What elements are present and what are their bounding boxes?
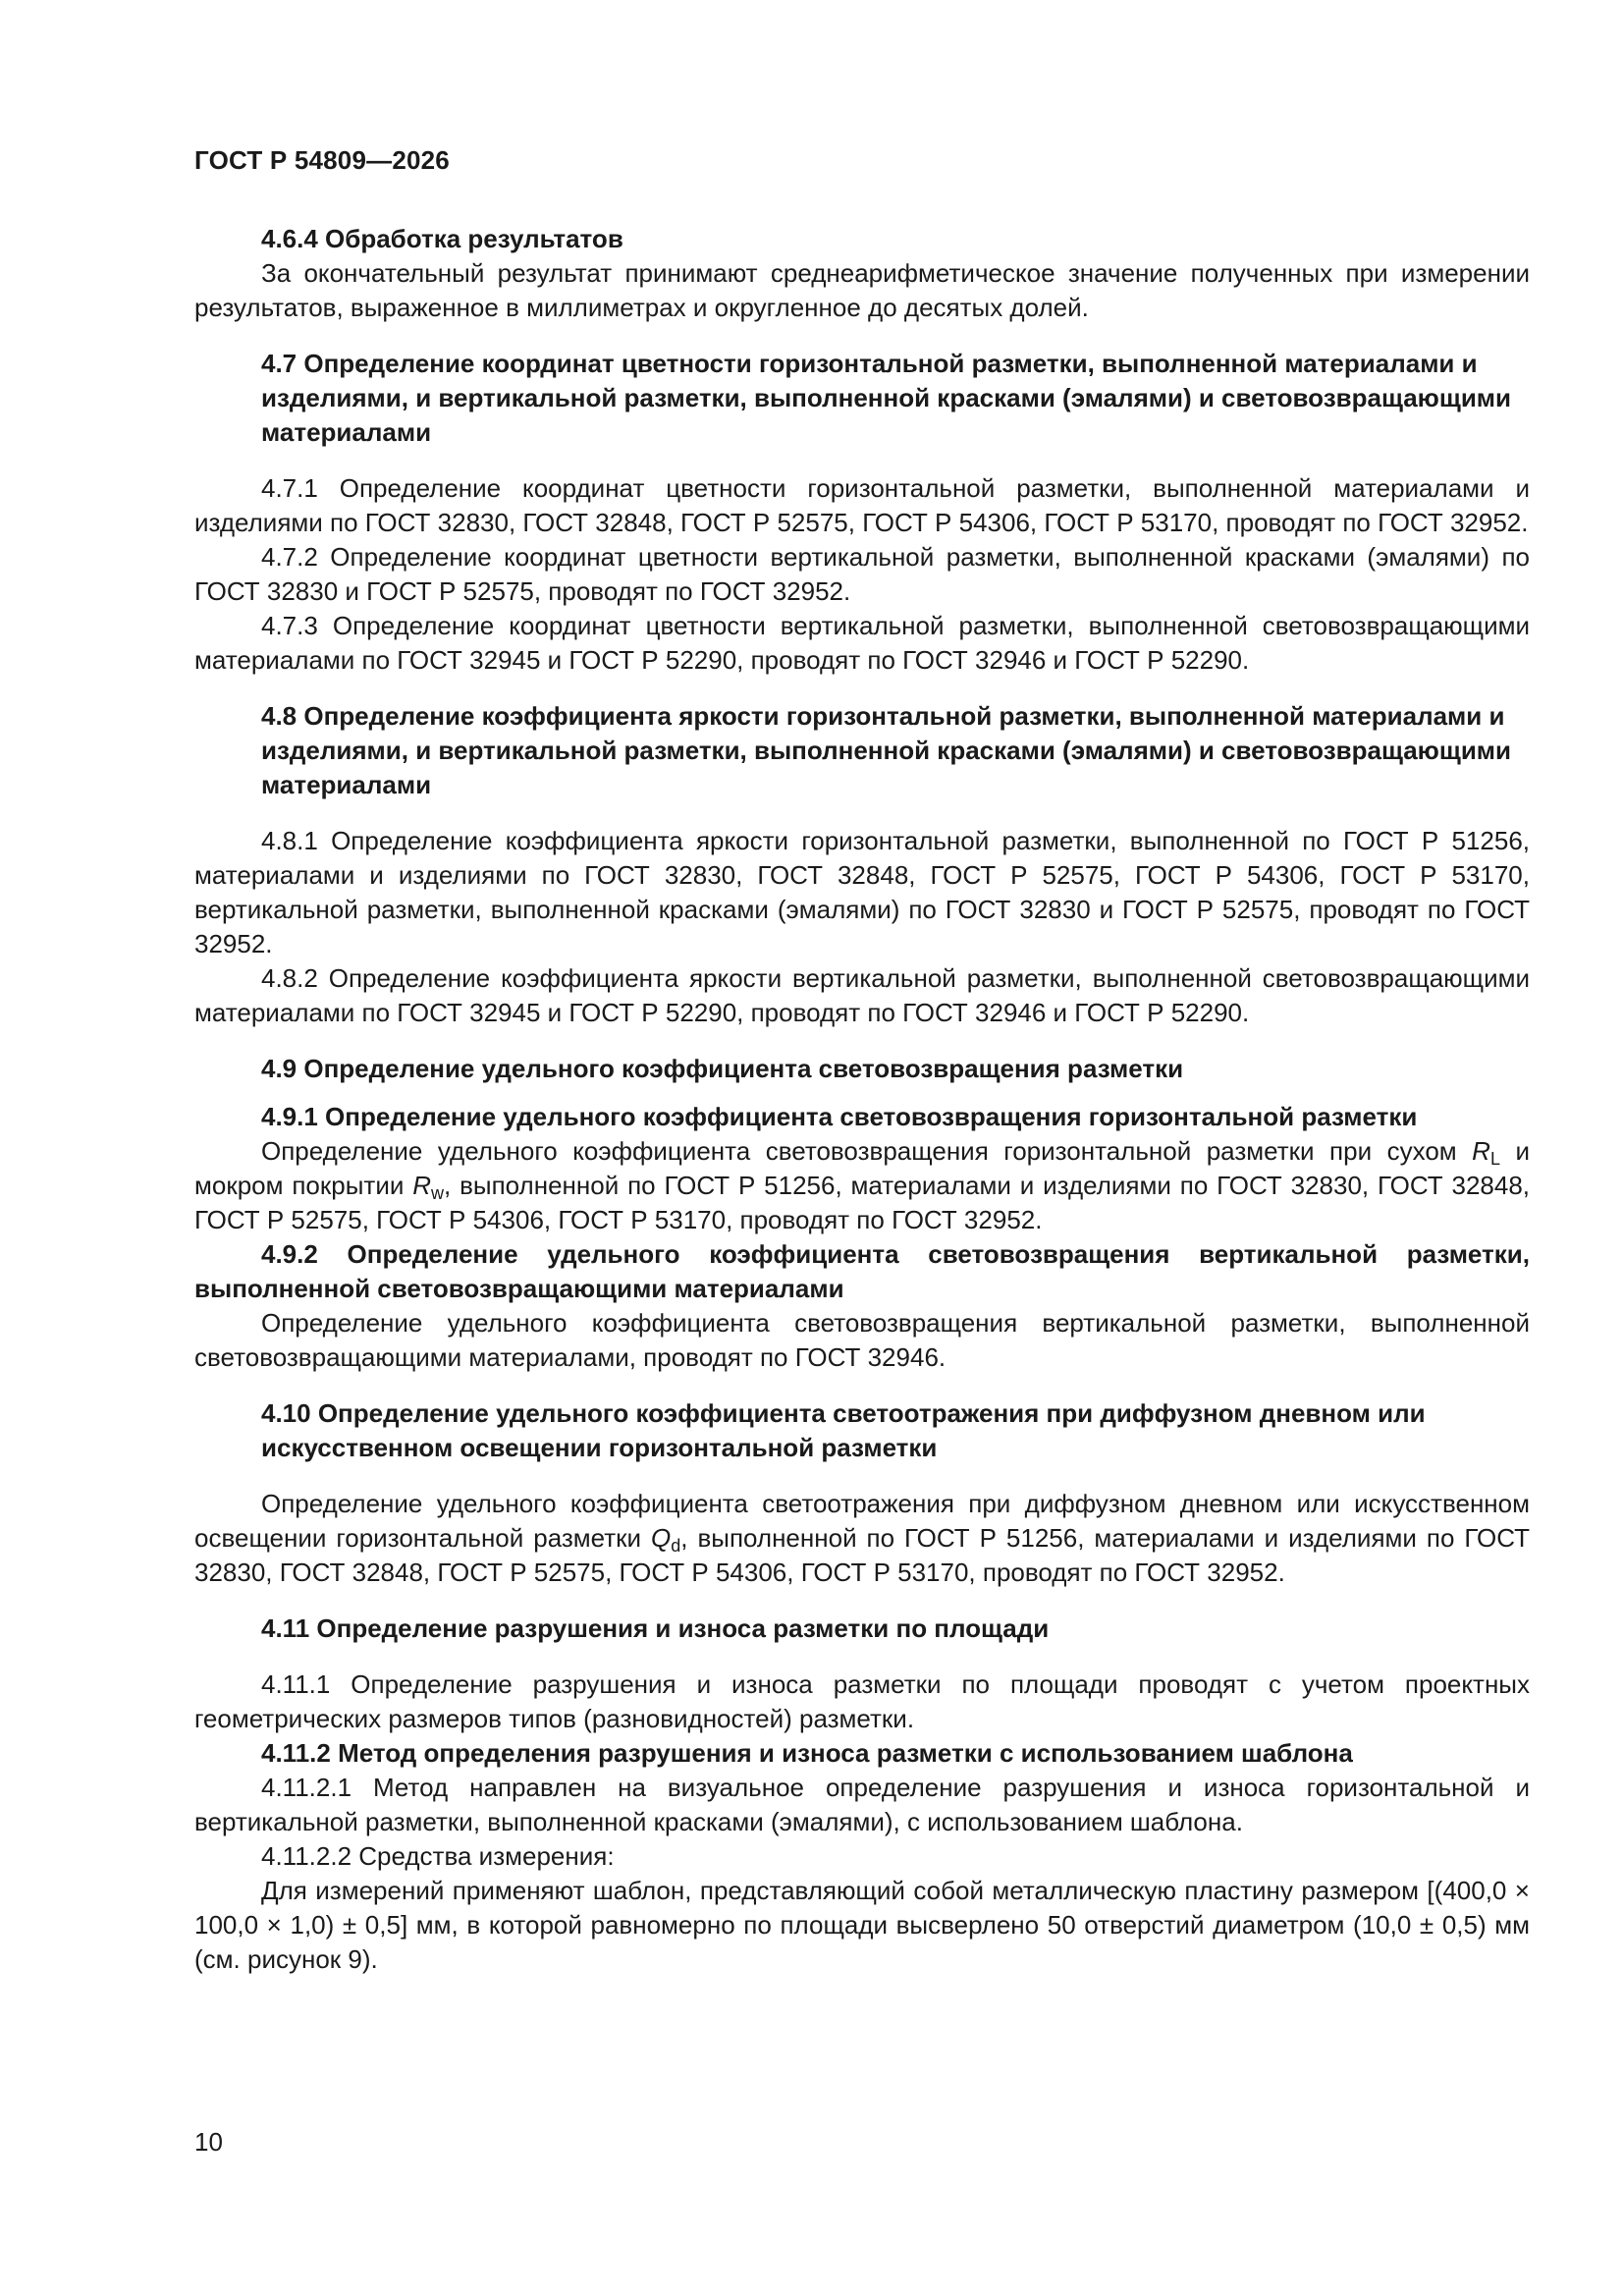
- math-symbol: R: [1472, 1136, 1490, 1166]
- paragraph: Для измерений применяют шаблон, представляющий собой металлическую пластину размером [(400,0 × 100,0 × 1,0) ± 0,5] мм, в которой равномерно по площади высверлено 50 отверстий диаметром (10,0 ± 0,5) мм (см. рисунок 9).: [194, 1876, 1530, 1974]
- section-heading: 4.9 Определение удельного коэффициента световозвращения разметки: [261, 1054, 1184, 1083]
- text-run: , выполненной по ГОСТ Р 51256, материалами и изделиями по ГОСТ 32830, ГОСТ 32848, ГОСТ Р 52575, ГОСТ Р 54306, ГОСТ Р 53170, проводят по ГОСТ 32952.: [194, 1171, 1531, 1234]
- text-run: и мокром покрытии: [194, 1136, 1530, 1200]
- document-body: [194, 222, 1530, 1977]
- text-run: Определение удельного коэффициента световозвращения горизонтальной разметки при сухом: [261, 1136, 1473, 1166]
- paragraph: 4.11.2.2 Средства измерения:: [261, 1841, 615, 1871]
- paragraph: За окончательный результат принимают среднеарифметическое значение полученных при измерении результатов, выраженное в миллиметрах и округленное до десятых долей.: [194, 258, 1530, 322]
- paragraph: 4.7.2 Определение координат цветности вертикальной разметки, выполненной красками (эмалями) по ГОСТ 32830 и ГОСТ Р 52575, проводят по ГОСТ 32952.: [194, 542, 1530, 606]
- paragraph: 4.11.2.1 Метод направлен на визуальное определение разрушения и износа горизонтальной и вертикальной разметки, выполненной красками (эмалями), с использованием шаблона.: [194, 1773, 1530, 1836]
- section-heading: 4.8 Определение коэффициента яркости горизонтальной разметки, выполненной материалами и изделиями, и вертикальной разметки, выполненной красками (эмалями) и световозвращающими материалами: [261, 701, 1512, 799]
- math-subscript: d: [671, 1536, 681, 1556]
- paragraph: 4.11.1 Определение разрушения и износа разметки по площади проводят с учетом проектных геометрических размеров типов (разновидностей) разметки.: [194, 1669, 1530, 1733]
- paragraph: 4.8.1 Определение коэффициента яркости горизонтальной разметки, выполненной по ГОСТ Р 51256, материалами и изделиями по ГОСТ 32830, ГОСТ 32848, ГОСТ Р 52575, ГОСТ Р 54306, ГОСТ Р 53170, вертикальной разметки, выполненной красками (эмалями) по ГОСТ 32830 и ГОСТ Р 52575, проводят по ГОСТ 32952.: [194, 826, 1530, 958]
- section-heading: 4.7 Определение координат цветности горизонтальной разметки, выполненной материалами и изделиями, и вертикальной разметки, выполненной красками (эмалями) и световозвращающими материалами: [261, 349, 1512, 447]
- section-heading: 4.11 Определение разрушения и износа разметки по площади: [261, 1613, 1050, 1643]
- paragraph: Определение удельного коэффициента световозвращения вертикальной разметки, выполненной световозвращающими материалами, проводят по ГОСТ 32946.: [194, 1308, 1530, 1372]
- paragraph-rich: [194, 1487, 1530, 1590]
- section-heading: 4.11.2 Метод определения разрушения и износа разметки с использованием шаблона: [261, 1738, 1353, 1768]
- section-heading: 4.9.2 Определение удельного коэффициента световозвращения вертикальной разметки, выполненной световозвращающими материалами: [194, 1239, 1530, 1303]
- section-heading: 4.10 Определение удельного коэффициента светоотражения при диффузном дневном или искусственном освещении горизонтальной разметки: [261, 1398, 1426, 1462]
- document-header: ГОСТ Р 54809—2026: [194, 145, 450, 175]
- math-subscript: L: [1489, 1149, 1500, 1169]
- math-symbol: Q: [651, 1523, 672, 1553]
- paragraph: 4.8.2 Определение коэффициента яркости вертикальной разметки, выполненной световозвращающими материалами по ГОСТ 32945 и ГОСТ Р 52290, проводят по ГОСТ 32946 и ГОСТ Р 52290.: [194, 963, 1530, 1027]
- text-run: Определение удельного коэффициента светоотражения при диффузном дневном или искусственном освещении горизонтальной разметки: [194, 1489, 1530, 1553]
- math-subscript: w: [431, 1183, 445, 1203]
- paragraph: 4.7.3 Определение координат цветности вертикальной разметки, выполненной световозвращающими материалами по ГОСТ 32945 и ГОСТ Р 52290, проводят по ГОСТ 32946 и ГОСТ Р 52290.: [194, 611, 1530, 675]
- section-heading: 4.9.1 Определение удельного коэффициента световозвращения горизонтальной разметки: [261, 1102, 1418, 1131]
- paragraph: 4.7.1 Определение координат цветности горизонтальной разметки, выполненной материалами и изделиями по ГОСТ 32830, ГОСТ 32848, ГОСТ Р 52575, ГОСТ Р 54306, ГОСТ Р 53170, проводят по ГОСТ 32952.: [194, 473, 1530, 537]
- section-heading: 4.6.4 Обработка результатов: [261, 224, 623, 253]
- page-number: 10: [194, 2127, 223, 2157]
- text-run: , выполненной по ГОСТ Р 51256, материалами и изделиями по ГОСТ 32830, ГОСТ 32848, ГОСТ Р 52575, ГОСТ Р 54306, ГОСТ Р 53170, проводят по ГОСТ 32952.: [194, 1523, 1530, 1587]
- paragraph-rich: [194, 1134, 1530, 1237]
- math-symbol: R: [412, 1171, 432, 1200]
